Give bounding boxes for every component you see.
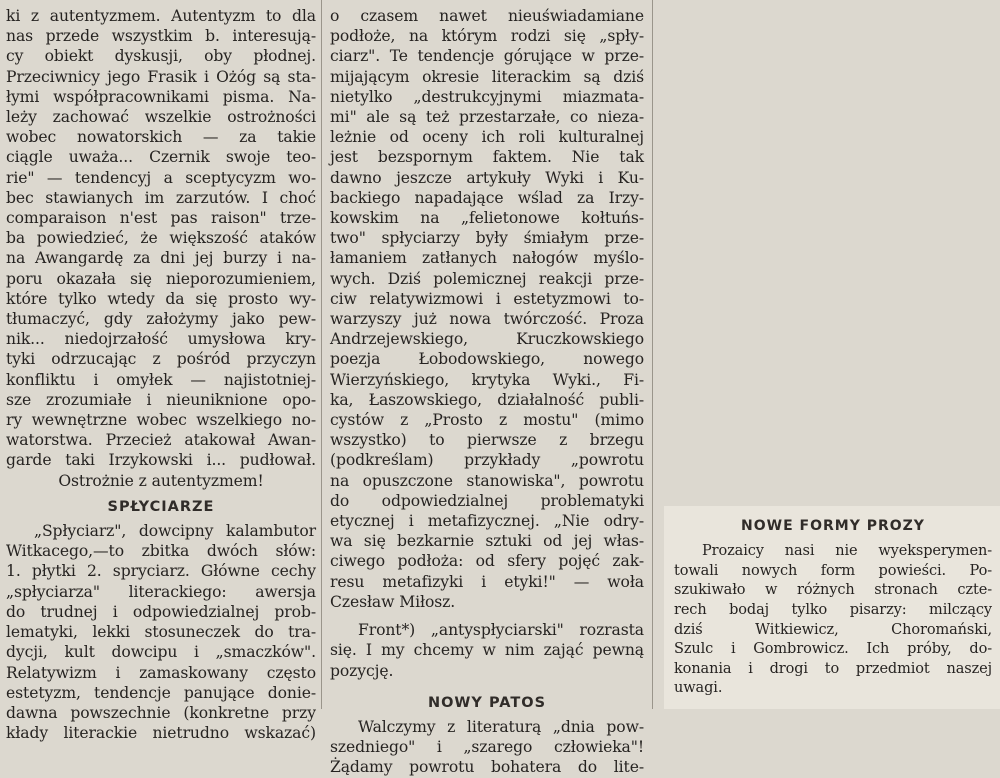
text-line: comparaison n'est pas raison" trze- [6, 209, 316, 228]
text-line: ciwego podłoża: od sfery pojęć zak- [330, 552, 644, 571]
text-line: Prozaicy nasi nie wyeksperymen- [702, 543, 992, 560]
text-line: wa się bezkarnie sztuki od jej włas- [330, 532, 644, 551]
text-line: two" spłyciarzy były śmiałym prze- [330, 229, 644, 248]
text-line: ciw relatywizmowi i estetyzmowi to- [330, 289, 644, 308]
text-line: uwagi. [674, 680, 723, 697]
text-line: backiego napadające wślad za Irzy- [330, 188, 644, 207]
text-line: jest bezspornym faktem. Nie tak [330, 148, 644, 167]
text-line: mijającym okresie literackim są dziś [330, 67, 644, 86]
column-1-text-2 [6, 521, 316, 743]
text-line: na Awangardę za dni jej burzy i na- [6, 249, 316, 268]
text-line: nietylko „destrukcyjnymi miazmata- [330, 87, 644, 106]
text-line: rech bodaj tylko pisarzy: milczący [674, 601, 992, 618]
text-line: „spłyciarza" literackiego: awersja [6, 582, 316, 601]
text-line: Walczymy z literaturą „dnia pow- [358, 717, 644, 736]
text-line: leży zachować wszelkie ostrożności [6, 108, 316, 127]
text-line: estetyzm, tendencje panujące donie- [6, 683, 316, 702]
column-rule [321, 0, 322, 709]
section-heading-nowe-formy-prozy: NOWE FORMY PROZY [741, 518, 925, 534]
text-line: ka, Łaszowskiego, działalność publi- [330, 390, 644, 409]
text-line: się. I my chcemy w nim zająć pewną [330, 641, 644, 660]
text-line: nas przede wszystkim b. interesują- [6, 27, 316, 46]
text-line: rie" — tendencyj a sceptycyzm wo- [6, 168, 316, 187]
text-line: ba powiedzieć, że większość ataków [6, 229, 316, 248]
text-line: poezja Łobodowskiego, nowego [330, 350, 644, 369]
text-line: dziś Witkiewicz, Choromański, [674, 621, 992, 638]
text-line: resu metafizyki i etyki!" — woła [330, 572, 644, 591]
text-line: (podkreślam) przykłady „powrotu [330, 451, 644, 470]
text-line: mi" ale są też przestarzałe, co nieza- [330, 108, 644, 127]
column-1-text [6, 6, 316, 471]
text-line: do trudnej i odpowiedzialnej prob- [6, 602, 316, 621]
text-line: szedniego" i „szarego człowieka"! [330, 738, 644, 757]
text-line: konania i drogi to przedmiot naszej [674, 660, 992, 677]
text-line: ry wewnętrzne wobec wszelkiego no- [6, 411, 316, 430]
text-line: warzyszy już nowa twórczość. Proza [330, 310, 644, 329]
text-line: Relatywizm i zamaskowany często [6, 663, 316, 682]
text-line: bec stawianych im zarzutów. I choć [6, 188, 316, 207]
text-line: „Spłyciarz", dowcipny kalambutor [34, 522, 316, 541]
text-line: leżnie od oceny ich roli kulturalnej [330, 128, 644, 147]
text-line: Czesław Miłosz. [330, 592, 456, 611]
text-line: Wierzyńskiego, krytyka Wyki., Fi- [330, 370, 644, 389]
closing-line: Ostrożnie z autentyzmem! [58, 471, 264, 490]
text-line: kowskim na „felietonowe kołtuńs- [330, 209, 644, 228]
text-line: towali nowych form powieści. Po- [674, 562, 992, 579]
text-line: etycznej i metafizycznej. „Nie odry- [330, 512, 644, 531]
text-line: tłumaczyć, gdy założymy jako pew- [6, 310, 316, 329]
text-line: wych. Dziś polemicznej reakcji prze- [330, 269, 644, 288]
text-line: ciarz". Te tendencje górujące w prze- [330, 47, 644, 66]
column-2 [330, 6, 644, 778]
text-line: które tylko wtedy da się prosto wy- [6, 289, 316, 308]
column-2-text [330, 6, 644, 612]
text-line: tyki odrzucając z pośród przyczyn [6, 350, 316, 369]
column-2-front-paragraph [330, 620, 644, 681]
text-line: szukiwało w różnych stronach czte- [674, 582, 992, 599]
text-line: dawno jeszcze artykuły Wyki i Ku- [330, 168, 644, 187]
column-rule [652, 0, 653, 709]
text-line: Żądamy powrotu bohatera do lite- [330, 758, 644, 777]
text-line: cy obiekt dyskusji, oby płodnej. [6, 47, 316, 66]
text-line: cystów z „Prosto z mostu" (mimo [330, 411, 644, 430]
text-line: kłady literackie nietrudno wskazać) [6, 724, 316, 743]
text-line: konfliktu i omyłek — najistotniej- [6, 370, 316, 389]
text-line: łamaniem zatłanych nałogów myślo- [330, 249, 644, 268]
text-line: podłoże, na którym rodzi się „spły- [330, 27, 644, 46]
text-line: watorstwa. Przecież atakował Awan- [6, 431, 316, 450]
text-line: Andrzejewskiego, Kruczkowskiego [330, 330, 644, 349]
text-line: wszystko) to pierwsze z brzegu [330, 431, 644, 450]
text-line: łymi współpracownikami pisma. Na- [6, 87, 316, 106]
text-line: nik... niedojrzałość umysłowa kry- [6, 330, 316, 349]
column-3-text [674, 542, 992, 699]
column-2-text-3 [330, 717, 644, 778]
column-1 [6, 6, 316, 743]
text-line: Witkacego,—to zbitka dwóch słów: [6, 542, 316, 561]
text-line: ki z autentyzmem. Autentyzm to dla [6, 7, 316, 25]
text-line: pozycję. [330, 661, 394, 680]
text-line: Szulc i Gombrowicz. Ich próby, do- [674, 641, 992, 658]
text-line: poru okazała się nieporozumieniem, [6, 269, 316, 288]
text-line: na opuszczone stanowiska", powrotu [330, 471, 644, 490]
text-line: Front*) „antyspłyciarski" rozrasta [358, 621, 644, 640]
text-line: ciągle uważa... Czernik swoje teo- [6, 148, 316, 167]
text-line: wobec nowatorskich — za takie [6, 128, 316, 147]
text-line: do odpowiedzialnej problematyki [330, 491, 644, 510]
text-line: dawna powszechnie (konkretne przy [6, 703, 316, 722]
section-heading-splyciarze: SPŁYCIARZE [107, 498, 215, 515]
text-line: sze zrozumiałe i nieuniknione opo- [6, 390, 316, 409]
section-heading-nowy-patos: NOWY PATOS [427, 694, 547, 711]
text-line: 1. płytki 2. spryciarz. Główne cechy [6, 562, 316, 581]
text-line: Przeciwnicy jego Frasik i Ożóg są sta- [6, 67, 316, 86]
text-line: dycji, kult dowcipu i „smaczków". [6, 643, 316, 662]
text-line: o czasem nawet nieuświadamiane [330, 7, 644, 25]
column-3-box [664, 506, 1000, 709]
text-line: lematyki, lekki stosuneczek do tra- [6, 623, 316, 642]
text-line: garde taki Irzykowski i... pudłował. [6, 451, 316, 470]
